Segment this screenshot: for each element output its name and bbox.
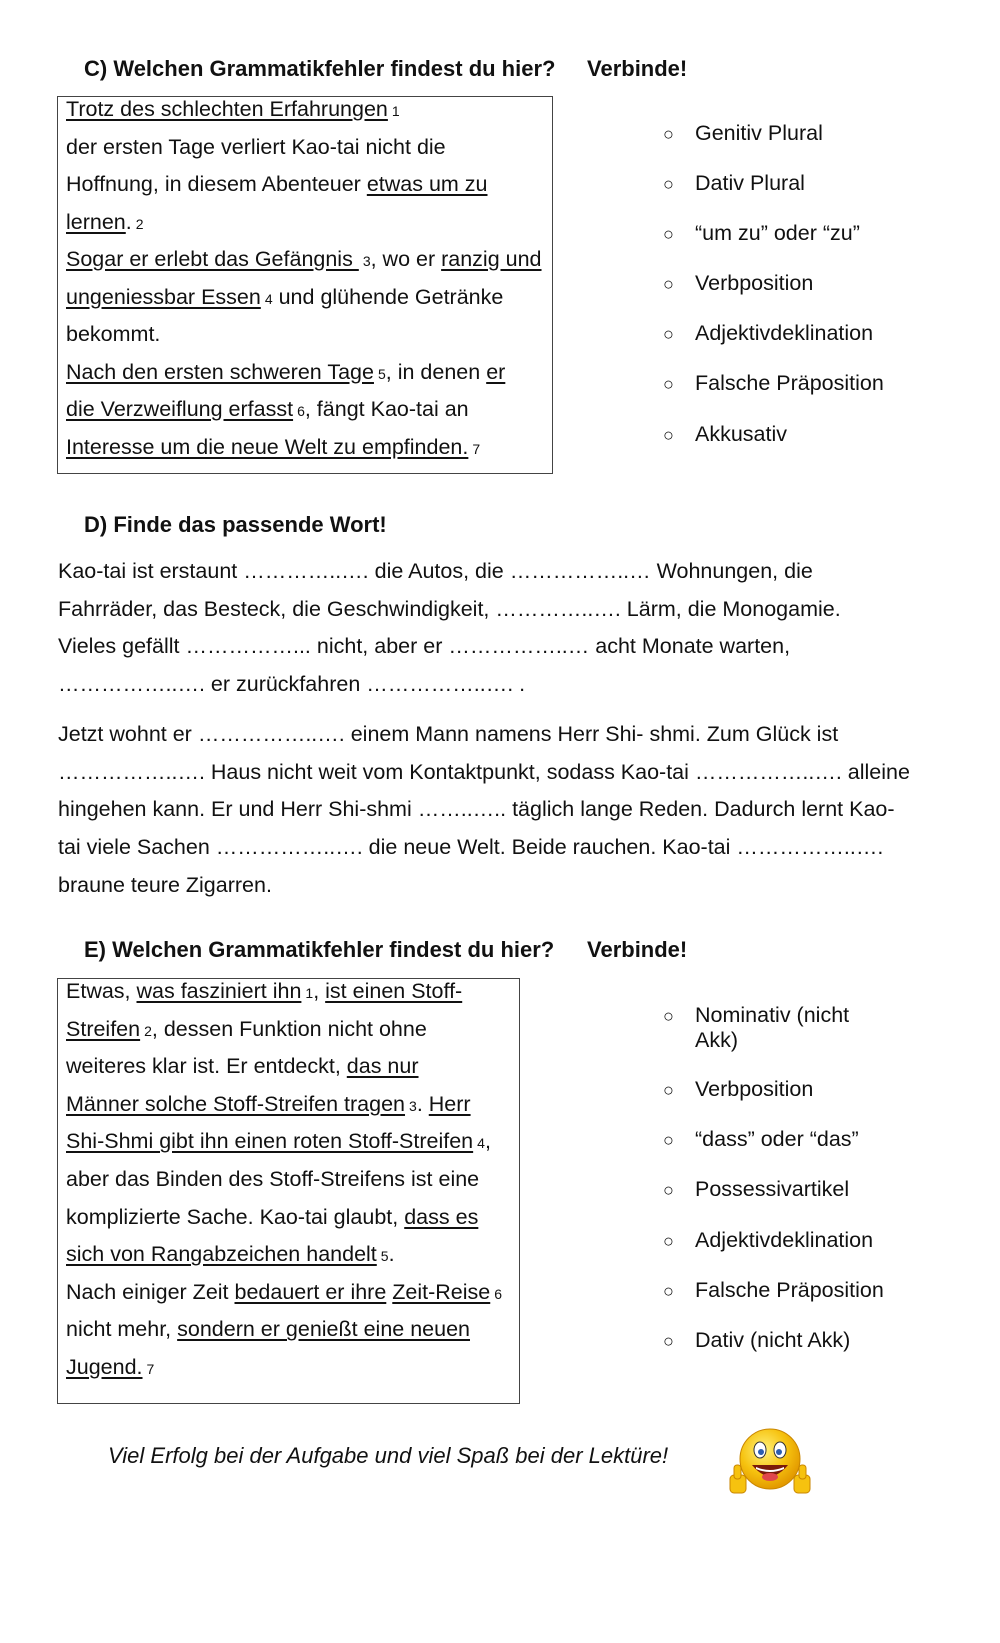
- bullet-icon: ○: [663, 1006, 674, 1026]
- section_e-line: [66, 1129, 491, 1154]
- text-fragment: nicht mehr,: [66, 1317, 178, 1342]
- option-item: [663, 371, 884, 396]
- text-fragment: .: [388, 1242, 395, 1267]
- option-label: Possessivartikel: [695, 1177, 850, 1201]
- underlined-phrase: Shi-Shmi gibt ihn einen roten Stoff-Streifen: [66, 1129, 474, 1154]
- smiley-thumbs-up-icon: [726, 1425, 814, 1501]
- underlined-phrase: dass es: [404, 1204, 479, 1229]
- error-number: 1: [391, 103, 400, 119]
- error-number: 2: [144, 1022, 152, 1039]
- error-number: 3: [409, 1097, 417, 1114]
- underlined-phrase: Jugend.: [66, 1355, 143, 1379]
- option-item: [663, 1127, 859, 1152]
- bullet-icon: ○: [663, 1080, 674, 1100]
- option-item: [663, 1003, 849, 1028]
- underlined-phrase: ist einen Stoff-: [325, 979, 463, 1003]
- option-item: [663, 1328, 850, 1353]
- option-label: Verbposition: [695, 271, 814, 295]
- bullet-icon: ○: [663, 1130, 674, 1150]
- underlined-phrase: Männer solche Stoff-Streifen tragen: [66, 1091, 406, 1116]
- gap-fill-line: Jetzt wohnt er ……………..…. einem Mann namens Herr Shi- shmi. Zum Glück ist: [58, 722, 839, 746]
- underlined-phrase: sich von Rangabzeichen handelt: [66, 1242, 377, 1267]
- text-fragment: Etwas,: [66, 979, 137, 1003]
- text-fragment: ,: [313, 979, 326, 1003]
- underlined-phrase: was fasziniert ihn: [136, 979, 302, 1003]
- option-item: [663, 1278, 884, 1303]
- error-number: 6: [297, 403, 305, 419]
- bullet-icon: ○: [663, 324, 674, 344]
- error-number: 5: [380, 1248, 389, 1265]
- text-fragment: komplizierte Sache. Kao-tai glaubt,: [66, 1204, 405, 1229]
- text-fragment: , in denen: [385, 359, 487, 384]
- section_e-line: [66, 1317, 470, 1342]
- underlined-phrase: die Verzweiflung erfasst: [66, 397, 294, 421]
- bullet-icon: ○: [663, 274, 674, 294]
- underlined-phrase: Trotz des schlechten Erfahrungen: [66, 97, 388, 121]
- section_c-line: [66, 97, 400, 122]
- option-label: Verbposition: [695, 1077, 814, 1101]
- underlined-phrase: Sogar er erlebt das Gefängnis: [66, 247, 359, 271]
- underlined-phrase: sondern er genießt eine neuen: [177, 1317, 470, 1342]
- underlined-phrase: das nur: [346, 1054, 419, 1079]
- option-item: [663, 422, 787, 447]
- section-c-text-box: [57, 96, 553, 474]
- bullet-icon: ○: [663, 174, 674, 194]
- underlined-phrase: Interesse um die neue Welt zu empfinden.: [66, 434, 469, 459]
- text-fragment: , wo er: [370, 247, 442, 271]
- error-number: 7: [146, 1361, 155, 1377]
- option-item: [663, 1177, 849, 1202]
- section_e-line: [66, 1017, 427, 1042]
- section-e-connect-label: Verbinde!: [587, 937, 688, 962]
- option-label: Falsche Präposition: [695, 1278, 884, 1302]
- option-item: [663, 321, 873, 346]
- bullet-icon: ○: [663, 1231, 674, 1251]
- gap-fill-line: hingehen kann. Er und Herr Shi-shmi ……..….. täglich lange Reden. Dadurch lernt Kao-: [58, 797, 895, 822]
- underlined-phrase: ungeniessbar Essen: [66, 284, 261, 309]
- option-item: [663, 1077, 813, 1102]
- text-fragment: .: [416, 1091, 429, 1116]
- option-label: “dass” oder “das”: [695, 1127, 859, 1151]
- section-c-heading: C) Welchen Grammatikfehler findest du hier?: [84, 56, 556, 81]
- text-fragment: Nach einiger Zeit: [66, 1279, 235, 1304]
- text-fragment: weiteres klar ist. Er entdeckt,: [66, 1054, 347, 1079]
- bullet-icon: ○: [663, 425, 674, 445]
- option-label: Adjektivdeklination: [695, 321, 874, 345]
- option-item: [663, 271, 813, 296]
- option-label: Adjektivdeklination: [695, 1228, 874, 1252]
- option-item: [663, 1228, 873, 1253]
- section-c-connect-label: Verbinde!: [587, 56, 688, 81]
- gap-fill-line: Fahrräder, das Besteck, die Geschwindigkeit, …………..…. Lärm, die Monogamie.: [58, 596, 841, 621]
- underlined-phrase: Streifen: [66, 1016, 141, 1041]
- section_c-line: [66, 435, 480, 460]
- text-fragment: ,: [484, 1129, 491, 1154]
- bullet-icon: ○: [663, 1281, 674, 1301]
- section_c-line: [66, 322, 160, 347]
- text-fragment: aber das Binden des Stoff-Streifens ist eine: [66, 1167, 480, 1191]
- section-d-heading: D) Finde das passende Wort!: [84, 512, 387, 537]
- section_c-line: [66, 360, 505, 385]
- section_c-line: [66, 210, 144, 235]
- underlined-phrase: er: [486, 359, 506, 384]
- gap-fill-line: braune teure Zigarren.: [58, 872, 272, 897]
- text-fragment: Hoffnung, in diesem Abenteuer: [66, 172, 367, 196]
- section_e-line: [66, 979, 462, 1004]
- option-label: Genitiv Plural: [695, 121, 823, 145]
- closing-message: Viel Erfolg bei der Aufgabe und viel Spaß bei der Lektüre!: [108, 1443, 669, 1468]
- underlined-phrase: bedauert er ihre: [234, 1279, 387, 1304]
- option-label: “um zu” oder “zu”: [695, 221, 860, 245]
- option-label: Falsche Präposition: [695, 371, 884, 395]
- section-e-heading: E) Welchen Grammatikfehler findest du hier?: [84, 937, 555, 962]
- section_c-line: [66, 135, 446, 160]
- gap-fill-line: ……………..…. Haus nicht weit vom Kontaktpunkt, sodass Kao-tai ……………..…. alleine: [58, 759, 910, 784]
- section_e-line: [66, 1355, 154, 1380]
- option-label: Dativ Plural: [695, 171, 805, 195]
- gap-fill-line: Kao-tai ist erstaunt …………..…. die Autos, die ……………..… Wohnungen, die: [58, 559, 813, 583]
- section_c-line: [66, 172, 488, 197]
- gap-fill-line: Vieles gefällt ……………... nicht, aber er ……………..… acht Monate warten,: [58, 634, 791, 659]
- text-fragment: und glühende Getränke: [272, 284, 504, 309]
- error-number: 4: [477, 1135, 485, 1152]
- underlined-phrase: Zeit-Reise: [392, 1279, 491, 1304]
- error-number: 5: [377, 365, 386, 382]
- section_e-line: [66, 1092, 471, 1117]
- error-number: 2: [135, 215, 144, 232]
- option-item: [663, 221, 860, 246]
- section_e-line: [66, 1242, 395, 1267]
- error-number: 4: [264, 290, 273, 307]
- section_e-line: [66, 1054, 419, 1079]
- text-fragment: , fängt Kao-tai an: [304, 397, 469, 421]
- option-label: Nominativ (nicht: [695, 1003, 850, 1027]
- text-fragment: der ersten Tage verliert Kao-tai nicht die: [66, 134, 446, 159]
- underlined-phrase: etwas um zu: [366, 172, 488, 196]
- underlined-phrase: lernen: [66, 209, 126, 234]
- error-number: 7: [472, 440, 481, 457]
- section_c-line: [66, 247, 542, 272]
- error-number: 3: [362, 253, 371, 269]
- option-item: [663, 121, 823, 146]
- bullet-icon: ○: [663, 124, 674, 144]
- gap-fill-line: tai viele Sachen ……………..…. die neue Welt. Beide rauchen. Kao-tai ……………..….: [58, 835, 884, 860]
- section_e-line: [66, 1167, 479, 1192]
- section_c-line: [66, 397, 469, 422]
- bullet-icon: ○: [663, 1180, 674, 1200]
- section_c-line: [66, 285, 503, 310]
- text-fragment: , dessen Funktion nicht ohne: [151, 1016, 427, 1041]
- section_e-line: [66, 1280, 502, 1305]
- bullet-icon: ○: [663, 224, 674, 244]
- underlined-phrase: ranzig und: [441, 247, 542, 271]
- underlined-phrase: Herr: [428, 1091, 471, 1116]
- section-e-text-box: [57, 978, 520, 1404]
- gap-fill-line: ……………..…. er zurückfahren ……………..…. .: [58, 672, 526, 697]
- bullet-icon: ○: [663, 1331, 674, 1351]
- bullet-icon: ○: [663, 374, 674, 394]
- option-label: Akkusativ: [695, 422, 788, 446]
- section_e-line: [66, 1205, 478, 1230]
- underlined-phrase: Nach den ersten schweren Tage: [66, 359, 374, 384]
- text-fragment: bekommt.: [66, 322, 161, 346]
- option-item: [663, 171, 805, 196]
- option-label: Dativ (nicht Akk): [695, 1328, 851, 1352]
- error-number: 6: [494, 1285, 503, 1302]
- text-fragment: .: [125, 209, 132, 234]
- option-label: Akk): [695, 1028, 738, 1052]
- option-item: [663, 1028, 738, 1053]
- error-number: 1: [305, 985, 314, 1001]
